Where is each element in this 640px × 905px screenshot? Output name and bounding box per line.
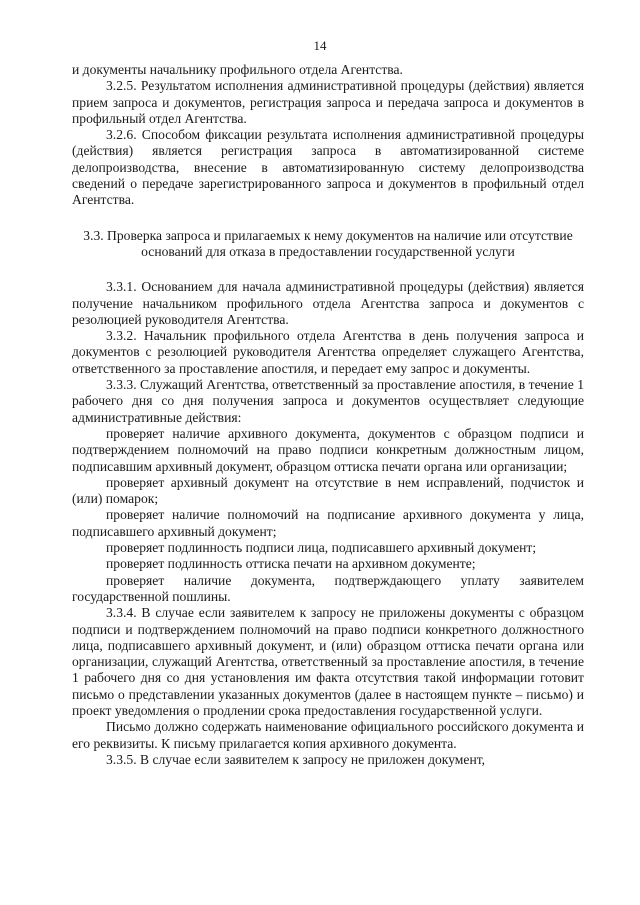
paragraph-3-2-6: 3.2.6. Способом фиксации результата исполнения административной процедуры (действия) является регистрация запроса в автоматизированной системе делопроизводства, внесение в автоматизированную систему делопроизводства сведений о передаче зарегистрированного запроса и документов в профильный отдел Агентства. — [72, 127, 584, 208]
list-item: проверяет наличие полномочий на подписание архивного документа у лица, подписавшего архивный документ; — [72, 507, 584, 539]
paragraph-3-3-2: 3.3.2. Начальник профильного отдела Агентства в день получения запроса и документов с резолюцией руководителя Агентства определяет служащего Агентства, ответственного за проставление апостиля, и передает ему запрос и документы. — [72, 328, 584, 376]
paragraph: и документы начальнику профильного отдела Агентства. — [72, 62, 403, 77]
paragraph-3-3-3: 3.3.3. Служащий Агентства, ответственный за проставление апостиля, в течение 1 рабочего дня со дня получения запроса и документов осуществляет следующие административные действия: — [72, 377, 584, 425]
paragraph: Письмо должно содержать наименование официального российского документа и его реквизиты. К письму прилагается копия архивного документа. — [72, 719, 584, 751]
list-item: проверяет наличие архивного документа, документов с образцом подписи и подтверждением полномочий на право подписи конкретным должностным лицом, подписавшим архивный документ, образцом оттиска печати органа или организации; — [72, 425, 584, 474]
list-item: проверяет подлинность подписи лица, подписавшего архивный документ; — [106, 540, 537, 556]
paragraph-3-2-5: 3.2.5. Результатом исполнения административной процедуры (действия) является прием запроса и документов, регистрация запроса и передача запроса и документов в профильный отдел Агентства. — [72, 78, 584, 126]
list-item: проверяет подлинность оттиска печати на архивном документе; — [106, 556, 476, 572]
paragraph-3-3-5: 3.3.5. В случае если заявителем к запросу не приложен документ, — [106, 751, 486, 767]
list-item: проверяет архивный документ на отсутствие в нем исправлений, подчисток и (или) помарок; — [72, 474, 584, 507]
list-item: проверяет наличие документа, подтверждающего уплату заявителем государственной пошлины. — [72, 572, 584, 604]
document-body — [72, 62, 584, 768]
page-number: 14 — [313, 38, 327, 53]
section-heading-3-3: 3.3. Проверка запроса и прилагаемых к нему документов на наличие или отсутствие оснований для отказа в предоставлении государственной услуги — [83, 227, 573, 259]
paragraph-3-3-4: 3.3.4. В случае если заявителем к запросу не приложены документы с образцом подписи и подтверждением полномочий на право подписи конкретного должностного лица, подписавшего архивный документ, и (или) образцом оттиска печати органа или организации, служащий Агентства, ответственный за проставление апостиля, в течение 1 рабочего дня со дня установления им факта отсутствия такой информации готовит письмо о представлении указанных документов (далее в настоящем пункте – письмо) и проект уведомления о продлении срока предоставления государственной услуги. — [72, 605, 584, 718]
paragraph-3-3-1: 3.3.1. Основанием для начала административной процедуры (действия) является получение начальником профильного отдела Агентства запроса и документов с резолюцией руководителя Агентства. — [72, 279, 584, 327]
